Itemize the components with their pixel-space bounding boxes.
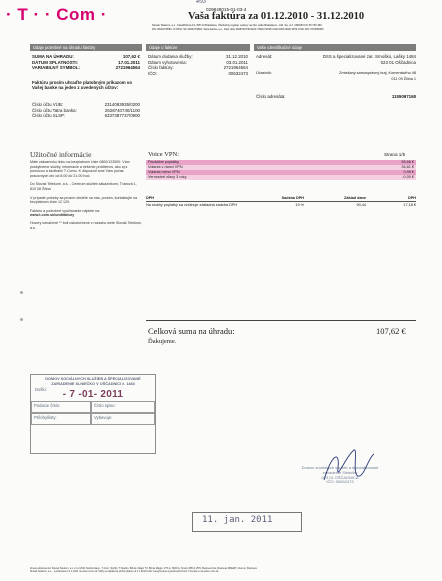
amount-label: SUMA NA ÚHRADU:	[32, 54, 74, 59]
vat-header: DPH	[407, 196, 416, 200]
participant-line: 011 09 Žilina 1	[391, 76, 416, 81]
addressee-number-label: Číslo adresáta:	[256, 94, 286, 100]
vpn-item-value: -0,00 €	[402, 175, 414, 179]
margin-dot	[20, 291, 23, 294]
footer-line: Zmena dokumentov Slovak Telekom, a.s. k 1.2.2011 Telefón Easy - T-Com, Služby: T-Telefón, Biznis, Magio TV, Biznis Magio, VTS A, ISDN A, Smart, MPLS VPN, Business Net, Business DiMaRT, Internet, Business	[30, 567, 257, 570]
stamp-date: - 7 -01- 2011	[62, 389, 124, 401]
vpn-item-label: Volania v rámci VPN	[148, 165, 183, 169]
account-label: Číslo účtu VÚB:	[32, 101, 63, 107]
vat-row	[146, 202, 416, 207]
vpn-item-value: 34,61 €	[401, 165, 414, 169]
voice-vpn-items	[146, 160, 416, 180]
addressee-line: 023 01 Oščadnica	[380, 59, 416, 65]
stamp-org-line: DOMOV SOCIÁLNYCH SLUŽIEB A ŠPECIALIZOVANÉ	[45, 377, 141, 381]
vpn-item-row	[146, 175, 416, 180]
vat-header: Sadzba DPH	[281, 196, 304, 200]
addressee-value	[323, 54, 416, 65]
account-label: Číslo účtu SLSP:	[32, 113, 66, 119]
variable-symbol-label: VARIABILNÝ SYMBOL:	[32, 65, 80, 71]
ico-row	[148, 71, 248, 77]
vpn-item-label: Volania mimo VPN	[148, 170, 180, 174]
delivery-date-value: 31.12.2010	[226, 54, 248, 59]
vat-cell: 90,44	[356, 203, 366, 207]
invoice-info-details	[148, 54, 248, 76]
invoice-number-value: 2721964564	[223, 65, 248, 71]
signature-stamp-line: 023 01 OŠČADNICA	[321, 474, 359, 480]
invoice-number-label: Číslo faktúry:	[148, 65, 174, 71]
received-stamp	[30, 374, 156, 454]
vpn-item-value: 55,66 €	[401, 160, 414, 164]
company-info-line-1: Slovak Telekom, a.s., Karadžičova 10, 825 13 Bratislava, Obchodný register vedený na Okr. súde Bratislava I, odd. Sa, vl.č. 2081/B IČO 35 763 469	[152, 24, 322, 27]
contact-paragraph: V prípade potreby sa prosím obráťte na nás, prosím, kontaktujte na bezplatnom čísle 12 129.	[30, 195, 138, 205]
page-indicator: Strana 1/5	[384, 152, 406, 157]
stamp-received-label: Došlo:	[35, 387, 47, 393]
handwritten-date: 11. jan. 2011	[202, 515, 273, 525]
vat-cell: 17,18 €	[403, 203, 416, 207]
thanks-text: Ďakujeme.	[148, 338, 177, 345]
stamp-cell: Vybavuje:	[91, 413, 155, 425]
ico-value: 00632473	[228, 70, 248, 76]
vat-table	[146, 196, 416, 207]
account-value: 2628740740/1100	[104, 107, 140, 113]
voice-vpn-heading: Voice VPN:	[148, 151, 179, 158]
handwritten-signature	[318, 446, 378, 486]
payment-details	[32, 54, 140, 119]
vat-header: DPH	[146, 196, 155, 200]
addressee-line: DSS a špecializované zar. Srnoško, Lašky 1484	[322, 54, 416, 59]
stamp-cell: Číslo spisu:	[91, 401, 155, 413]
customer-details	[256, 54, 416, 100]
ico-label: IČO:	[148, 70, 158, 76]
stamp-grid	[31, 401, 155, 425]
stamp-organization	[31, 375, 155, 386]
addressee-number-row	[256, 94, 416, 100]
amount-value: 107,62 €	[122, 54, 140, 59]
invoice-online-paragraph: Faktúru a podrobné vyúčtovanie nájdete na:	[30, 208, 101, 213]
bank-accounts	[32, 102, 140, 119]
useful-info-heading: Užitočné informácie	[30, 150, 92, 159]
variable-symbol-value: 2721964564	[115, 65, 140, 71]
invoice-info-heading: Údaje o faktúre	[146, 44, 250, 51]
vpn-item-label: Paušálne poplatky	[148, 160, 180, 164]
reference-number: 029848015-01-03-4	[206, 7, 247, 12]
vat-cell: 19 %	[295, 203, 304, 207]
variable-symbol-row	[32, 65, 140, 71]
issue-date-value: 03.01.2011	[226, 59, 248, 65]
invoice-online-link[interactable]: www.t-com.sk/sextfaktury	[30, 213, 75, 218]
signature-stamp-line: Domov sociálnych služieb a špecializované	[301, 465, 379, 470]
delivery-date-label: Dátum dodania služby:	[148, 54, 193, 59]
hotline-paragraph: Máte zákaznícku linku na bezplatnom čísle 0800/123500. Vám poskytneme služby, informácie a riešenie problémov, ako aj s pomocou a službami T-Comu. K dispozícii sme Vám počas pracovných dní od 8.00 do 21.00 hod.	[30, 160, 130, 178]
total-label: Celková suma na úhradu:	[148, 326, 235, 336]
addressee-label: Adresát:	[256, 54, 273, 59]
payment-heading: Údaje potrebné na úhradu faktúry	[30, 44, 142, 51]
page-title: Vaša faktúra za 01.12.2010 - 31.12.2010	[188, 11, 365, 22]
company-info-line-2: DIČ 2020273893, IČ DPH: SK 2020273893, Tatra banka, a.s., číslo účtu 2628740740/1100 / IBAN SK05 1100 0000 0026 2874 0740, BIC TATRSKBX	[152, 28, 324, 31]
participant-line: Zmiešaný samosprávny kraj, Komenského 48	[339, 71, 416, 76]
account-value: 6337387737/0900	[104, 113, 140, 119]
service-centre-paragraph: Do Slovak Telekom, a.s. - Centrum služieb zákazníkom, Tvárová 1, 810 08 Žilina	[30, 182, 137, 191]
due-date-label: DÁTUM SPLATNOSTI:	[32, 59, 79, 65]
total-value: 107,62 €	[376, 326, 406, 336]
payment-notice: Faktúru prosím uhraďte platobným príkazom vo Vašej banke na jeden z uvedených účtov:	[32, 79, 133, 91]
participant-value	[339, 71, 416, 82]
handwritten-note: 4/93	[196, 0, 206, 5]
total-rule	[146, 320, 416, 321]
participant-row	[256, 71, 416, 82]
customer-heading: Vaše identifikačné údaje	[254, 44, 416, 51]
vpn-item-value: 0,95 €	[403, 170, 414, 174]
brand-logo: · T · · Com ·	[6, 5, 107, 24]
stamp-cell: Podacie číslo:	[31, 401, 91, 413]
stamp-org-line: ZARIADENIE SLNIEČKO V OŠČADNICI č. 1484	[51, 381, 135, 386]
issue-date-label: Dátum vyhotovenia:	[148, 59, 187, 65]
due-date-value: 17.01.2011	[118, 59, 140, 65]
footer	[30, 567, 420, 573]
account-label: Číslo účtu Tatra banka:	[32, 107, 77, 113]
participant-label: Účastník:	[256, 71, 272, 76]
vat-cell: Na služby poplatky sa vzťahuje základná sadzba DPH	[146, 203, 238, 207]
addressee-number-value: 1155097168	[391, 94, 416, 100]
calls-note-paragraph: Hovory označené ** boli uskutočnené v rozsahu siete Slovak Telekom, a.s.	[30, 220, 143, 230]
vat-header: Základ dane	[344, 196, 366, 200]
vpn-item-label: Vernostné zľavy 3 roky	[148, 175, 187, 179]
account-value: 2314093935/0200	[104, 101, 140, 107]
margin-dot	[20, 318, 23, 321]
useful-info-text	[30, 160, 142, 230]
account-row	[32, 113, 140, 119]
signature-stamp-line: IČO: 00632473	[326, 479, 354, 485]
footer-line: Slovak Telekom, a.s. - vyúčtovanie k 1.1.2011 na www.t-com.sk. Tarify a poplatkové služby platné od 1.1.2011 budú zverejňované aj prostredníctvom T-Centier a na www.t-com.sk.	[30, 570, 219, 574]
signature-stamp-line: zariadenie Slniečko	[322, 469, 358, 475]
addressee-row	[256, 54, 416, 65]
stamp-cell: Prílohy/listy:	[31, 413, 91, 425]
